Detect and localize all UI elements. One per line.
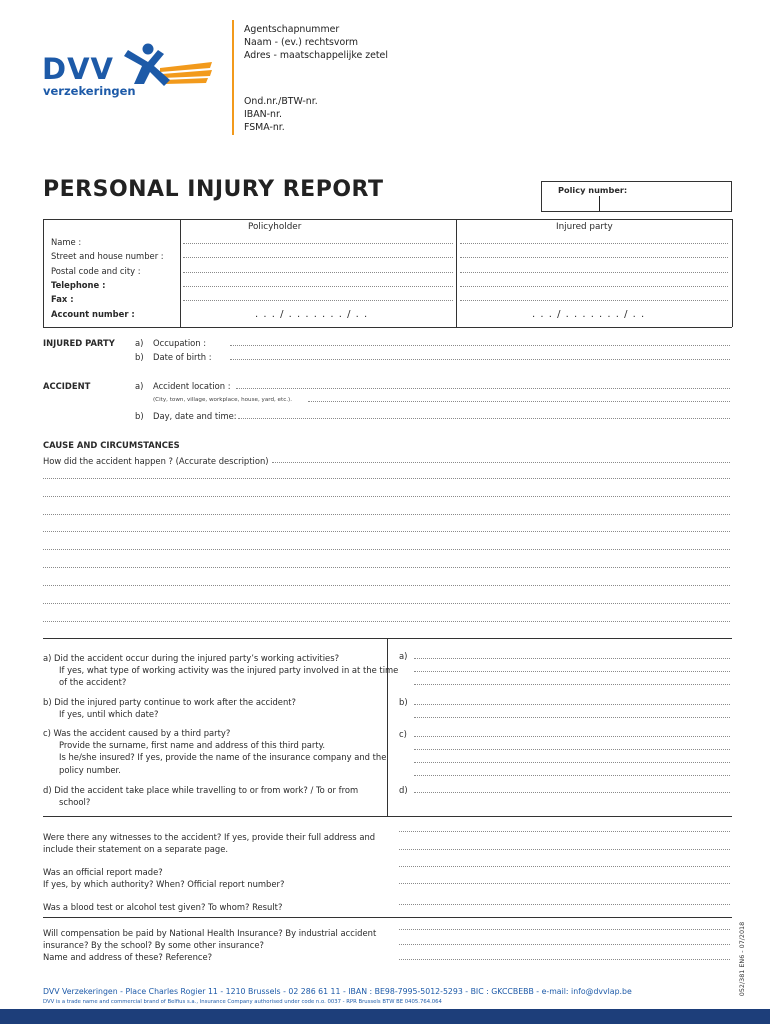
field-fax-label: Fax :: [51, 294, 74, 304]
witnesses-line-2: include their statement on a separate page.: [43, 844, 229, 855]
question-d-line-2: school?: [59, 797, 91, 808]
report-line-1: Was an official report made?: [43, 867, 163, 877]
cause-line-3[interactable]: [43, 496, 730, 497]
blood-test-question: [43, 901, 282, 913]
agency-vat: Ond.nr./BTW-nr.: [244, 96, 318, 107]
answer-d-mark: d): [399, 785, 408, 795]
injured-party-b-mark: b): [135, 352, 144, 362]
report-answer-2[interactable]: [399, 883, 730, 884]
field-name-label: Name :: [51, 237, 82, 247]
question-d: [43, 784, 358, 808]
answer-a-line-2[interactable]: [414, 671, 730, 672]
answer-b-line-2[interactable]: [414, 717, 730, 718]
compensation-line-2: insurance? By the school? By some other insurance?: [43, 940, 264, 951]
footer-company-line: DVV Verzekeringen - Place Charles Rogier 11 - 1210 Brussels - 02 286 61 11 - IBAN : BE98-7995-5012-5293 - BIC : GKCCBEBB - e-mail: info@dvvlap.be: [43, 987, 632, 996]
question-c: [43, 727, 386, 776]
answer-c-line-4[interactable]: [414, 775, 730, 776]
field-telephone-label: Telephone :: [51, 280, 106, 290]
parties-left-line: [43, 219, 44, 327]
agency-fsma: FSMA-nr.: [244, 122, 285, 133]
accident-heading: ACCIDENT: [43, 381, 91, 391]
page-title: PERSONAL INJURY REPORT: [43, 177, 384, 202]
injured-fax-field[interactable]: [460, 300, 728, 301]
injured-street-field[interactable]: [460, 257, 728, 258]
injured-telephone-field[interactable]: [460, 286, 728, 287]
accident-b-mark: b): [135, 411, 144, 421]
witnesses-answer-2[interactable]: [399, 849, 730, 850]
accident-location-field-2[interactable]: [308, 401, 730, 402]
injured-postal-field[interactable]: [460, 272, 728, 273]
logo-subtitle: verzekeringen: [43, 84, 136, 98]
cause-line-10[interactable]: [43, 621, 730, 622]
injured-name-field[interactable]: [460, 243, 728, 244]
header-divider: [232, 20, 234, 135]
question-b: [43, 696, 296, 720]
date-of-birth-field[interactable]: [230, 359, 730, 360]
cause-line-2[interactable]: [43, 478, 730, 479]
compensation-answer-1[interactable]: [399, 929, 730, 930]
policyholder-fax-field[interactable]: [183, 300, 453, 301]
policyholder-name-field[interactable]: [183, 243, 453, 244]
compensation-line-1: Will compensation be paid by National Health Insurance? By industrial accident: [43, 928, 377, 938]
col-policyholder: Policyholder: [248, 222, 302, 232]
policyholder-postal-field[interactable]: [183, 272, 453, 273]
question-c-line-2: Provide the surname, first name and address of this third party.: [59, 740, 326, 751]
accident-location-hint: (City, town, village, workplace, house, yard, etc.).: [153, 397, 293, 403]
injured-account-field[interactable]: . . . / . . . . . . . / . .: [532, 309, 646, 320]
answer-a-line-1[interactable]: [414, 658, 730, 659]
compensation-question: [43, 927, 376, 964]
report-line-2: If yes, by which authority? When? Official report number?: [43, 879, 285, 890]
report-answer-1[interactable]: [399, 866, 730, 867]
compensation-line-3: Name and address of these? Reference?: [43, 952, 213, 963]
policyholder-street-field[interactable]: [183, 257, 453, 258]
question-d-line-1: d) Did the accident take place while travelling to or from work? / To or from: [43, 785, 359, 795]
field-account-label: Account number :: [51, 309, 135, 319]
accident-datetime-field[interactable]: [238, 418, 730, 419]
witnesses-answer-1[interactable]: [399, 831, 730, 832]
answer-c-mark: c): [399, 729, 407, 739]
cause-heading: CAUSE AND CIRCUMSTANCES: [43, 440, 180, 450]
date-of-birth-label: Date of birth :: [153, 352, 212, 362]
parties-mid-line-1: [180, 219, 181, 327]
blood-test-answer[interactable]: [399, 904, 730, 905]
compensation-top-line: [43, 917, 732, 918]
answer-a-line-3[interactable]: [414, 684, 730, 685]
accident-location-label: Accident location :: [153, 381, 231, 391]
policyholder-account-field[interactable]: . . . / . . . . . . . / . .: [255, 309, 369, 320]
cause-line-6[interactable]: [43, 549, 730, 550]
questions-bottom-line: [43, 816, 732, 817]
question-c-line-4: policy number.: [59, 764, 121, 775]
blood-test-line-1: Was a blood test or alcohol test given? To whom? Result?: [43, 902, 283, 912]
policy-number-label: Policy number:: [558, 185, 628, 195]
cause-question: How did the accident happen ? (Accurate description): [43, 456, 269, 466]
question-a-line-3: of the accident?: [59, 677, 127, 688]
cause-line-7[interactable]: [43, 567, 730, 568]
logo: [42, 42, 217, 102]
accident-datetime-label: Day, date and time:: [153, 411, 237, 421]
injured-party-a-mark: a): [135, 338, 144, 348]
parties-top-line: [43, 219, 732, 220]
parties-right-line: [732, 219, 733, 327]
answer-c-line-3[interactable]: [414, 762, 730, 763]
field-postal-label: Postal code and city :: [51, 266, 141, 276]
answer-c-line-1[interactable]: [414, 736, 730, 737]
footer-legal-line: DVV is a trade name and commercial brand of Belfius s.a., Insurance Company authorised under code n.o. 0037 - RPR Brussels BTW BE 0405.764.064: [43, 999, 442, 1005]
question-c-line-1: c) Was the accident caused by a third party?: [43, 728, 231, 738]
agency-address: Adres - maatschappelijke zetel: [244, 50, 388, 61]
cause-line-5[interactable]: [43, 531, 730, 532]
agency-number: Agentschapnummer: [244, 24, 340, 35]
policyholder-telephone-field[interactable]: [183, 286, 453, 287]
question-a-line-2: If yes, what type of working activity was the injured party involved in at the time: [59, 665, 399, 676]
agency-name: Naam - (ev.) rechtsvorm: [244, 37, 359, 48]
question-b-line-1: b) Did the injured party continue to work after the accident?: [43, 697, 296, 707]
parties-bottom-line: [43, 327, 732, 328]
cause-line-8[interactable]: [43, 585, 730, 586]
compensation-answer-3[interactable]: [399, 959, 730, 960]
policy-number-box[interactable]: [541, 181, 732, 212]
logo-brand: DVV: [42, 52, 114, 86]
agency-iban: IBAN-nr.: [244, 109, 282, 120]
accident-a-mark: a): [135, 381, 144, 391]
answer-d-line-1[interactable]: [414, 792, 730, 793]
cause-line-1[interactable]: [272, 462, 730, 463]
col-injured-party: Injured party: [556, 222, 613, 232]
witnesses-question: [43, 831, 375, 855]
question-a: [43, 652, 398, 689]
question-b-line-2: If yes, until which date?: [59, 709, 159, 720]
witnesses-line-1: Were there any witnesses to the accident? If yes, provide their full address and: [43, 832, 376, 842]
field-street-label: Street and house number :: [51, 251, 164, 261]
agency-block-2: [244, 95, 318, 134]
answer-b-line-1[interactable]: [414, 704, 730, 705]
parties-mid-line-2: [456, 219, 457, 327]
answer-a-mark: a): [399, 651, 408, 661]
answer-c-line-2[interactable]: [414, 749, 730, 750]
injured-party-heading: INJURED PARTY: [43, 338, 115, 348]
footer-bar: [0, 1009, 770, 1024]
question-a-line-1: a) Did the accident occur during the injured party’s working activities?: [43, 653, 340, 663]
occupation-label: Occupation :: [153, 338, 207, 348]
compensation-answer-2[interactable]: [399, 944, 730, 945]
accident-location-field[interactable]: [236, 388, 730, 389]
report-question: [43, 866, 284, 890]
answer-b-mark: b): [399, 697, 408, 707]
cause-line-4[interactable]: [43, 514, 730, 515]
question-c-line-3: Is he/she insured? If yes, provide the name of the insurance company and the: [59, 752, 387, 763]
policy-number-cursor: [599, 196, 600, 211]
agency-block: [244, 23, 388, 62]
logo-figure-icon: [120, 42, 215, 94]
occupation-field[interactable]: [230, 345, 730, 346]
side-code: 052/381 EN6 - 07/2018: [738, 921, 746, 997]
cause-line-9[interactable]: [43, 603, 730, 604]
